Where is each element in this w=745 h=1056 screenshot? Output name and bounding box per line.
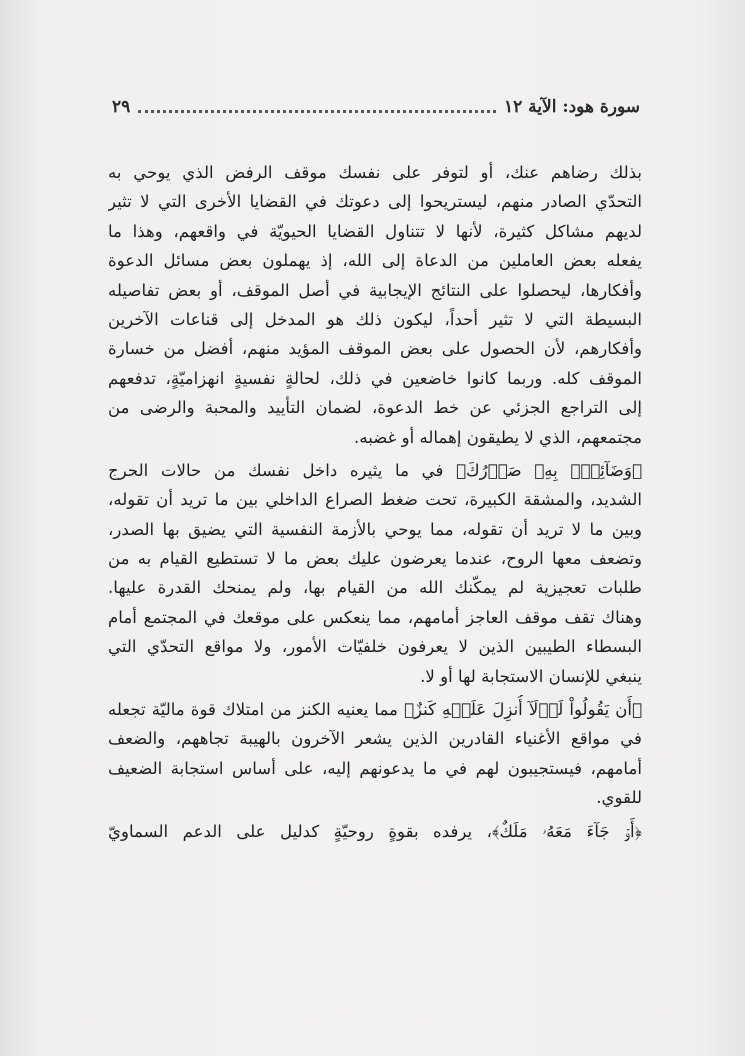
text-line: الشديد، والمشقة الكبيرة، تحت ضغط الصراع الداخلي بين ما تريد أن تقوله، <box>108 490 642 510</box>
text-line: الموقف كله. وربما كانوا خاضعين في ذلك، لحالةٍ نفسيةٍ انهزاميّةٍ، تدفعهم <box>108 368 642 388</box>
text-line: وأفكارهم، لأن الحصول على بعض الموقف المؤيد منهم، أفضل من خسارة <box>108 339 642 359</box>
paragraph <box>108 695 642 813</box>
body-text <box>108 158 642 846</box>
text-line: وبين ما لا تريد أن تقوله، مما يوحي بالأزمة النفسية التي يضيق بها الصدر، <box>108 519 642 539</box>
dot-leader <box>138 110 496 113</box>
text-line: التحدّي الصادر منهم، ليستريحوا إلى دعوتك في القضايا الأخرى التي لا تثير <box>108 192 642 212</box>
text-line: ينبغي للإنسان الاستجابة لها أو لا. <box>420 666 642 686</box>
text-line: بذلك رضاهم عنك، أو لتوفر على نفسك موقف الرفض الذي يوحي به <box>108 163 642 182</box>
text-line: البسيطة التي لا تثير أحداً، ليكون ذلك هو المدخل إلى قناعات الآخرين <box>108 309 642 329</box>
paragraph <box>108 456 642 691</box>
text-line: ﴿أَوۡ جَآءَ مَعَهُۥ مَلَكٌ﴾، يرفده بقوةٍ روحيّةٍ كدليل على الدعم السماويّ <box>108 821 642 841</box>
page-number: ٢٩ <box>112 97 131 117</box>
text-line: للقوي. <box>596 788 642 808</box>
text-line: وأفكارها، ليحصلوا على النتائج الإيجابية في أصل الموقف، أو بعض تفاصيله <box>108 280 642 300</box>
text-line: في مواقع الأغنياء القادرين الذين يشعر الآخرون بالهيبة تجاههم، والضعف <box>108 729 642 749</box>
text-line: وهناك تقف موقف العاجز أمامهم، مما ينعكس على موقعك في المجتمع أمام <box>108 607 642 627</box>
text-line: ﴿وَضَآئِقٌۢ بِهِۦ صَدۡرُكَ﴾ في ما يثيره داخل نفسك من حالات الحرج <box>108 460 642 480</box>
running-title: سورة هود: الآية ١٢ <box>503 97 640 117</box>
text-line: يفعله بعض العاملين من الدعاة إلى الله، إذ يهملون بعض مسائل الدعوة <box>108 251 642 271</box>
text-line: البسطاء الطيبين الذين لا يعرفون خلفيّات الأمور، ولا مواقع التحدّي التي <box>108 637 642 657</box>
paragraph <box>108 158 642 452</box>
page-header <box>112 92 640 122</box>
text-line: وتضعف معها الروح، عندما يعرضون عليك بعض ما لا تستطيع القيام به من <box>108 549 642 569</box>
paragraph <box>108 817 642 846</box>
text-line: مجتمعهم، الذي لا يطيقون إهماله أو غضبه. <box>354 427 642 447</box>
text-line: لديهم مشاكل كثيرة، لأنها لا تتناول القضايا الحيويّة في واقعهم، وهذا ما <box>108 221 642 241</box>
text-line: إلى التراجع الجزئي عن خط الدعوة، لضمان التأييد والمحبة والرضى من <box>108 398 642 418</box>
text-line: طلبات تعجيزية لم يمكّنك الله من القيام بها، ولم يمنحك القدرة عليها. <box>108 578 642 598</box>
text-line: ﴿أَن يَقُولُواْ لَوۡلَآ أُنزِلَ عَلَيۡهِ كَنزٌ﴾ مما يعنيه الكنز من امتلاك قوة ماليّة تجعله <box>108 700 642 720</box>
text-line: أمامهم، فيستجيبون لهم في ما يدعونهم إليه، على أساس استجابة الضعيف <box>108 758 642 778</box>
